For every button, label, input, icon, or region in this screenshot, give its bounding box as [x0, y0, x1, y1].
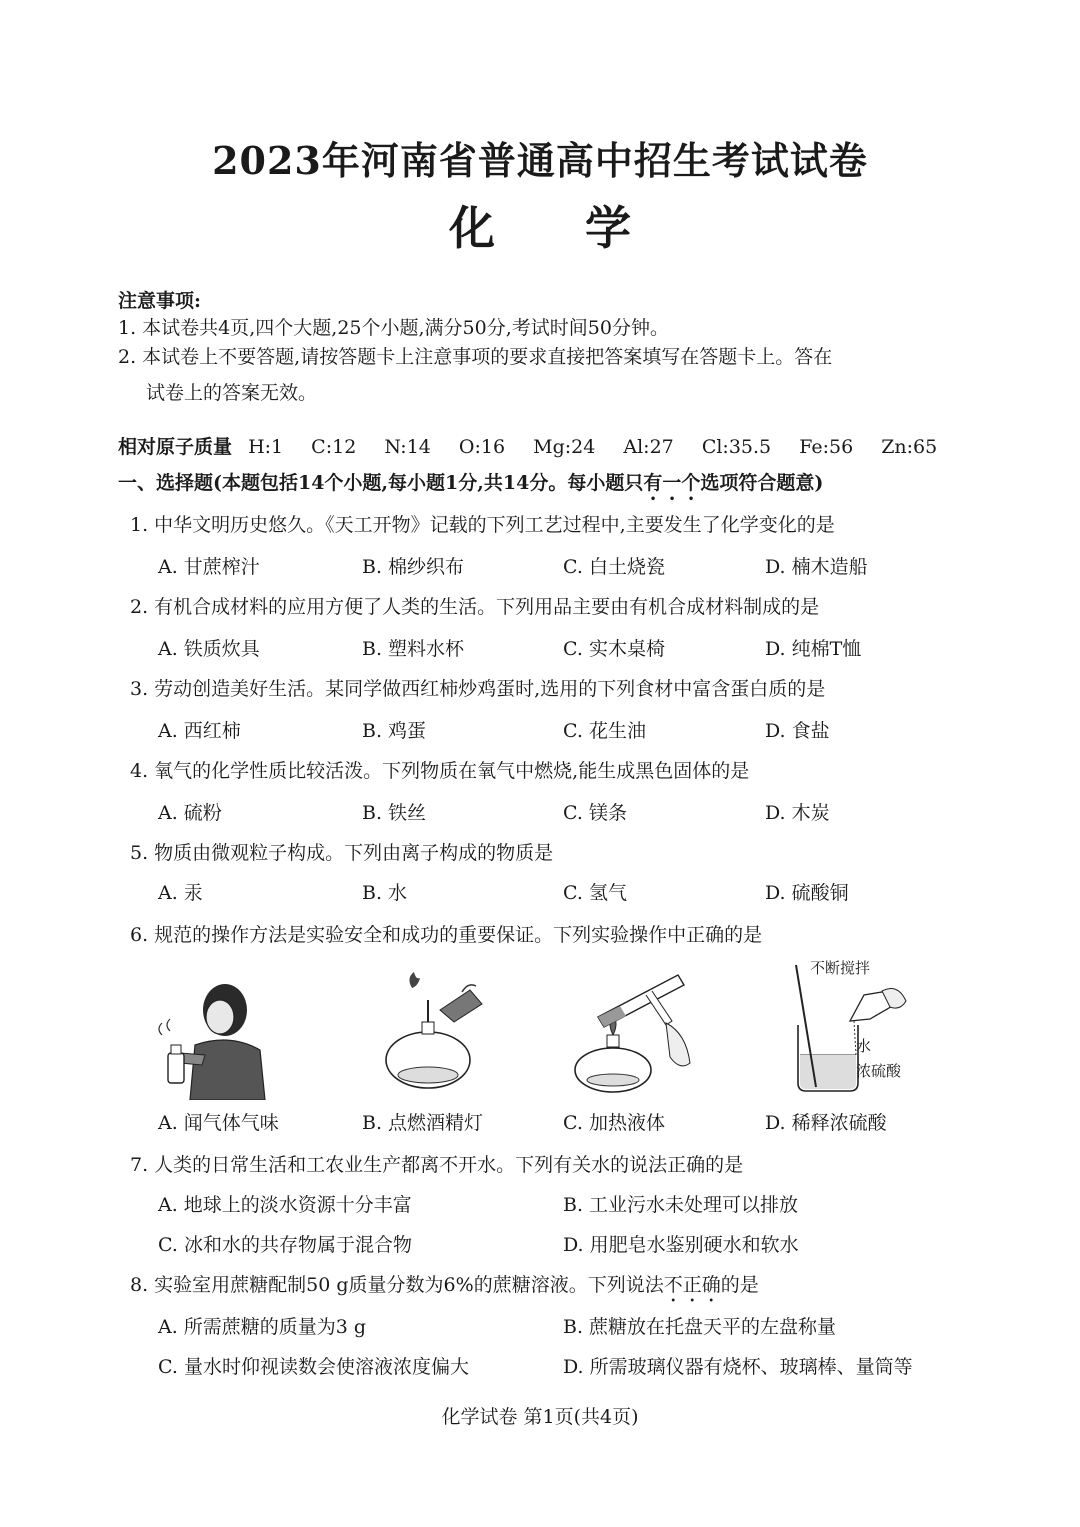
answer-option: C. 量水时仰视读数会使溶液浓度偏大: [158, 1356, 469, 1378]
answer-option: D. 木炭: [765, 802, 830, 824]
answer-option: A. 铁质炊具: [158, 638, 260, 660]
figure-alcohol-lamp: [370, 970, 500, 1100]
answer-option: B. 鸡蛋: [362, 720, 427, 742]
atomic-mass-value: Fe:56: [799, 436, 854, 458]
figure-label-stir: 不断搅拌: [810, 959, 871, 977]
answer-option: D. 所需玻璃仪器有烧杯、玻璃棒、量筒等: [563, 1356, 913, 1378]
figure-smell-gas: [140, 975, 290, 1100]
answer-option: B. 水: [362, 882, 408, 904]
exam-title: 2023年河南省普通高中招生考试试卷: [212, 138, 868, 183]
question-stem: 1. 中华文明历史悠久。《天工开物》记载的下列工艺过程中,主要发生了化学变化的是: [130, 514, 835, 536]
atomic-mass-value: Zn:65: [881, 436, 938, 458]
question-stem: 4. 氧气的化学性质比较活泼。下列物质在氧气中燃烧,能生成黑色固体的是: [130, 760, 750, 782]
answer-option: B. 棉纱织布: [362, 556, 465, 578]
page-footer: 化学试卷 第1页(共4页): [441, 1406, 639, 1428]
answer-option: A. 闻气体气味: [158, 1112, 279, 1134]
atomic-mass-value: Mg:24: [533, 436, 596, 458]
answer-option: A. 西红柿: [158, 720, 241, 742]
section-1-heading-suffix: 选项符合题意): [700, 472, 824, 494]
note-item-2-continued: 试卷上的答案无效。: [146, 382, 318, 404]
section-1-heading-text: 一、选择题(本题包括14个小题,每小题1分,共14分。每小题只: [118, 472, 644, 494]
atomic-mass-line: [118, 432, 959, 459]
question-stem: 6. 规范的操作方法是实验安全和成功的重要保证。下列实验操作中正确的是: [130, 924, 763, 946]
notes-heading: 注意事项:: [118, 290, 202, 312]
question-stem-suffix: 的是: [720, 1274, 759, 1296]
atomic-mass-label: 相对原子质量: [118, 436, 233, 458]
answer-option: C. 氢气: [563, 882, 627, 904]
answer-option: C. 实木桌椅: [563, 638, 665, 660]
figure-heat-liquid: [568, 965, 708, 1100]
note-item-2: 2. 本试卷上不要答题,请按答题卡上注意事项的要求直接把答案填写在答题卡上。答在: [118, 346, 833, 368]
answer-option: D. 硫酸铜: [765, 882, 849, 904]
answer-option: B. 工业污水未处理可以排放: [563, 1194, 799, 1216]
answer-option: C. 加热液体: [563, 1112, 665, 1134]
answer-option: D. 纯棉T恤: [765, 638, 862, 660]
answer-option: A. 硫粉: [158, 802, 222, 824]
question-stem-emphasis: 不正确: [663, 1274, 721, 1296]
atomic-mass-value: Al:27: [623, 436, 674, 458]
subject-title: 化学: [449, 201, 721, 255]
atomic-mass-value: C:12: [311, 436, 357, 458]
answer-option: D. 食盐: [765, 720, 830, 742]
answer-option: A. 地球上的淡水资源十分丰富: [158, 1194, 412, 1216]
answer-option: D. 楠木造船: [765, 556, 868, 578]
question-stem: 3. 劳动创造美好生活。某同学做西红柿炒鸡蛋时,选用的下列食材中富含蛋白质的是: [130, 678, 826, 700]
figure-label-water: 水: [856, 1037, 872, 1055]
section-1-heading: [118, 468, 823, 505]
answer-option: B. 塑料水杯: [362, 638, 465, 660]
figure-label-acid: 浓硫酸: [856, 1062, 902, 1080]
atomic-mass-value: O:16: [458, 436, 506, 458]
question-stem: 2. 有机合成材料的应用方便了人类的生活。下列用品主要由有机合成材料制成的是: [130, 596, 820, 618]
answer-option: B. 铁丝: [362, 802, 427, 824]
answer-option: A. 汞: [158, 882, 203, 904]
note-item-1: 1. 本试卷共4页,四个大题,25个小题,满分50分,考试时间50分钟。: [118, 317, 669, 339]
answer-option: C. 镁条: [563, 802, 627, 824]
answer-option: C. 花生油: [563, 720, 646, 742]
atomic-mass-value: N:14: [384, 436, 431, 458]
answer-option: C. 冰和水的共存物属于混合物: [158, 1234, 412, 1256]
question-stem: 5. 物质由微观粒子构成。下列由离子构成的物质是: [130, 842, 554, 864]
question-stem-text: 8. 实验室用蔗糖配制50 g质量分数为6%的蔗糖溶液。下列说法: [130, 1274, 664, 1296]
answer-option: A. 甘蔗榨汁: [158, 556, 260, 578]
answer-option: A. 所需蔗糖的质量为3 g: [158, 1316, 367, 1338]
question-stem: [130, 1270, 759, 1307]
answer-option: D. 稀释浓硫酸: [765, 1112, 887, 1134]
atomic-mass-value: Cl:35.5: [701, 436, 772, 458]
section-1-emphasis: 有一个: [643, 472, 701, 494]
answer-option: B. 点燃酒精灯: [362, 1112, 484, 1134]
question-stem: 7. 人类的日常生活和工农业生产都离不开水。下列有关水的说法正确的是: [130, 1154, 744, 1176]
answer-option: D. 用肥皂水鉴别硬水和软水: [563, 1234, 799, 1256]
answer-option: B. 蔗糖放在托盘天平的左盘称量: [563, 1316, 837, 1338]
atomic-mass-value: H:1: [248, 436, 284, 458]
answer-option: C. 白土烧瓷: [563, 556, 665, 578]
